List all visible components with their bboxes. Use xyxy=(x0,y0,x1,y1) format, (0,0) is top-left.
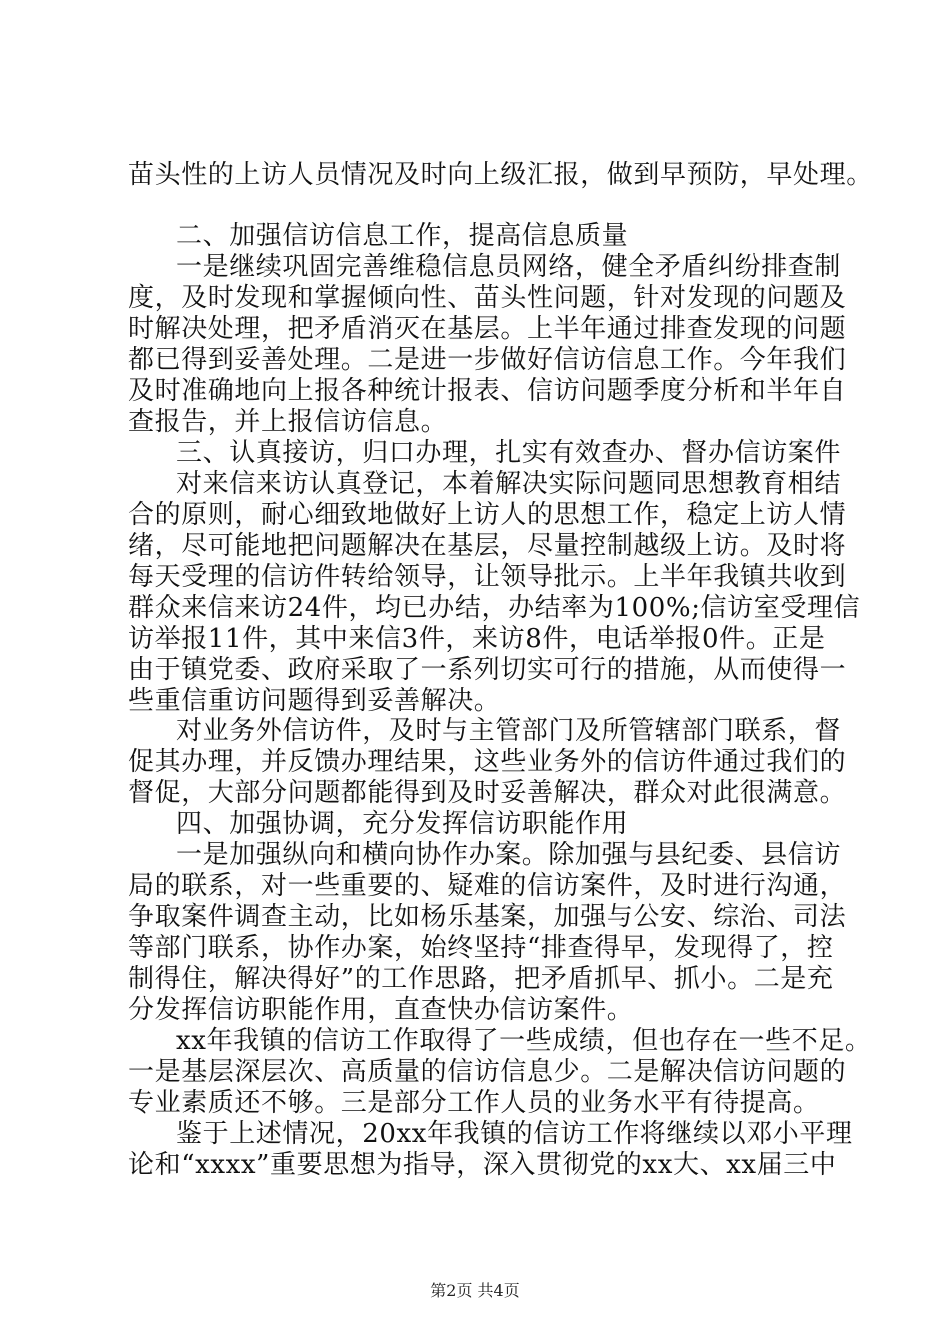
paragraph-line: 合的原则，耐心细致地做好上访人的思想工作，稳定上访人情 xyxy=(128,500,847,530)
paragraph-line: 苗头性的上访人员情况及时向上级汇报，做到早预防，早处理。 xyxy=(128,160,873,190)
paragraph-line: 度，及时发现和掌握倾向性、苗头性问题，针对发现的问题及 xyxy=(128,283,847,313)
paragraph-line: 等部门联系，协作办案，始终坚持“排查得早，发现得了，控 xyxy=(128,933,834,963)
paragraph-line: 促其办理，并反馈办理结果，这些业务外的信访件通过我们的 xyxy=(128,747,847,777)
paragraph-line: 一是基层深层次、高质量的信访信息少。二是解决信访问题的 xyxy=(128,1057,847,1087)
paragraph-line: 鉴于上述情况，20xx年我镇的信访工作将继续以邓小平理 xyxy=(176,1119,853,1149)
paragraph-line: 论和“xxxx”重要思想为指导，深入贯彻党的xx大、xx届三中 xyxy=(128,1150,837,1180)
paragraph-line: 些重信重访问题得到妥善解决。 xyxy=(128,686,501,716)
paragraph-line: 时解决处理，把矛盾消灭在基层。上半年通过排查发现的问题 xyxy=(128,314,847,344)
paragraph-line: 争取案件调查主动，比如杨乐基案，加强与公安、综治、司法 xyxy=(128,902,847,932)
paragraph-line: 访举报11件，其中来信3件，来访8件，电话举报0件。正是 xyxy=(128,624,826,654)
paragraph-line: 督促，大部分问题都能得到及时妥善解决，群众对此很满意。 xyxy=(128,778,847,808)
paragraph-line: 及时准确地向上报各种统计报表、信访问题季度分析和半年自 xyxy=(128,376,847,406)
section-heading: 四、加强协调，充分发挥信访职能作用 xyxy=(176,809,629,839)
paragraph-line: 对来信来访认真登记，本着解决实际问题同思想教育相结 xyxy=(176,469,842,499)
page-number-footer: 第2页 共4页 xyxy=(430,1281,520,1300)
section-heading: 二、加强信访信息工作，提高信息质量 xyxy=(176,221,629,251)
paragraph-line: xx年我镇的信访工作取得了一些成绩，但也存在一些不足。 xyxy=(176,1026,872,1056)
section-heading: 三、认真接访，归口办理，扎实有效查办、督办信访案件 xyxy=(176,438,842,468)
paragraph-line: 绪，尽可能地把问题解决在基层，尽量控制越级上访。及时将 xyxy=(128,531,847,561)
paragraph-line: 对业务外信访件，及时与主管部门及所管辖部门联系，督 xyxy=(176,716,842,746)
paragraph-line: 局的联系，对一些重要的、疑难的信访案件，及时进行沟通， xyxy=(128,871,847,901)
paragraph-line: 分发挥信访职能作用，直查快办信访案件。 xyxy=(128,995,634,1025)
paragraph-line: 由于镇党委、政府采取了一系列切实可行的措施，从而使得一 xyxy=(128,655,847,685)
paragraph-line: 查报告，并上报信访信息。 xyxy=(128,407,448,437)
paragraph-line: 都已得到妥善处理。二是进一步做好信访信息工作。今年我们 xyxy=(128,345,847,375)
paragraph-line: 专业素质还不够。三是部分工作人员的业务水平有待提高。 xyxy=(128,1088,820,1118)
paragraph-line: 每天受理的信访件转给领导，让领导批示。上半年我镇共收到 xyxy=(128,562,847,592)
paragraph-line: 一是继续巩固完善维稳信息员网络，健全矛盾纠纷排查制 xyxy=(176,252,842,282)
paragraph-line: 一是加强纵向和横向协作办案。除加强与县纪委、县信访 xyxy=(176,840,842,870)
paragraph-line: 群众来信来访24件，均已办结，办结率为100%;信访室受理信 xyxy=(128,593,861,623)
paragraph-line: 制得住，解决得好”的工作思路，把矛盾抓早、抓小。二是充 xyxy=(128,964,834,994)
